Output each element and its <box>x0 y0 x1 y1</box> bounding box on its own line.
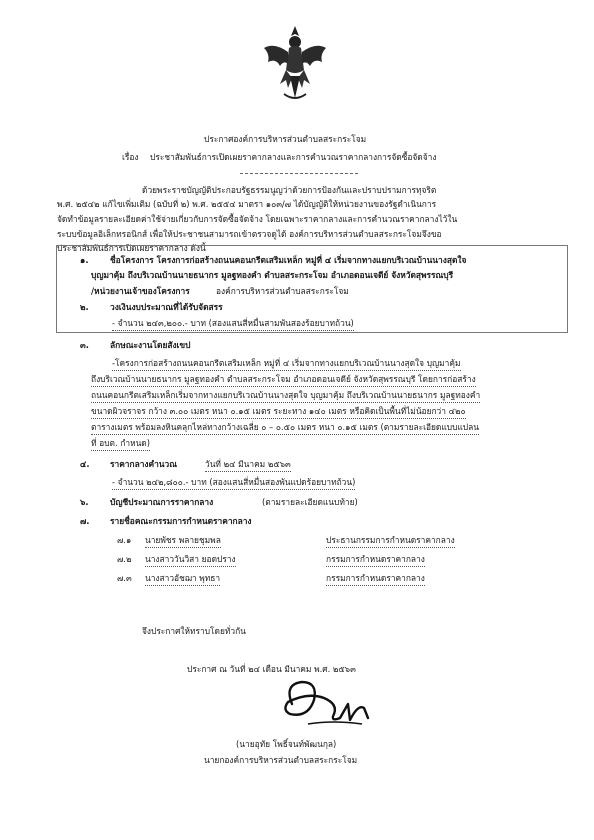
closing-text: จึงประกาศให้ทราบโดยทั่วกัน <box>142 626 246 636</box>
budget-heading: วงเงินงบประมาณที่ได้รับจัดสรร <box>110 302 223 312</box>
bill-note: (ตามรายละเอียดแนบท้าย) <box>262 497 358 507</box>
scope-line-3: ถนนคอนกรีตเสริมเหล็กเริ่มจากทางแยกบริเวณบ้านนางสุดใจ บุญมาคุ้ม ถึงบริเวณบ้านนายธนากร มูลฐทองคำ <box>91 388 480 403</box>
project-name-line-1: ชื่อโครงการ โครงการก่อสร้างถนนคอนกรีตเสริมเหล็ก หมู่ที่ ๔ เริ่มจากทางแยกบริเวณบ้านนางสุดใจ <box>110 255 467 265</box>
committee-name: นางสาววันวิสา ยอดปราง <box>145 552 236 567</box>
committee-name: นายพัชร พลายชุมพล <box>145 533 221 548</box>
scope-heading: ลักษณะงานโดยสังเขป <box>110 340 191 350</box>
committee-no: ๗.๒ <box>117 554 132 564</box>
header-subject: ประชาสัมพันธ์การเปิดเผยราคากลางและการคำนวณราคากลางการจัดซื้อจัดจ้าง <box>150 152 437 162</box>
announce-date: ประกาศ ณ วันที่ ๒๔ เดือน มีนาคม พ.ศ. ๒๕๖๓ <box>187 664 356 674</box>
intro-line-2: พ.ศ. ๒๕๔๒ แก้ไขเพิ่มเติม (ฉบับที่ ๒) พ.ศ. ๒๕๕๔ มาตรา ๑๐๓/๗ ได้บัญญัติให้หน่วยงานของรัฐดำเนินการ <box>57 199 437 209</box>
signature-mark <box>278 674 378 732</box>
committee-role: กรรมการกำหนดราคากลาง <box>326 571 425 586</box>
intro-line-5: ประชาสัมพันธ์การเปิดเผยราคากลาง ดังนี้ <box>57 243 206 253</box>
header-subject-label: เรื่อง <box>122 152 139 162</box>
committee-heading: รายชื่อคณะกรรมการกำหนดราคากลาง <box>110 516 252 526</box>
scope-line-4: ขนาดผิวจราจร กว้าง ๓.๐๐ เมตร หนา ๐.๑๕ เมตร ระยะทาง ๑๔๐ เมตร หรือคิดเป็นพื้นที่ไม่น้อยกว่า ๔๒๐ <box>91 404 466 419</box>
item-6-number: ๖. <box>80 497 89 507</box>
price-value: - จำนวน ๒๔๒,๘๐๐.- บาท (สองแสนสี่หมื่นสองพันแปดร้อยบาทถ้วน) <box>112 475 355 490</box>
intro-line-1: ด้วยพระราชบัญญัติประกอบรัฐธรรมนูญว่าด้วยการป้องกันและปราบปรามการทุจริต <box>142 185 437 195</box>
signer-name: (นายอุทัย โพธิ์จนท์พัฒนกุล) <box>236 739 337 749</box>
garuda-emblem <box>260 22 330 104</box>
scope-line-5: ตารางเมตร พร้อมลงหินคลุกไหล่ทางกว้างเฉลี่ย ๐ – ๐.๕๐ เมตร หนา ๐.๑๕ เมตร (ตามรายละเอียดแบบแปลน <box>91 420 479 435</box>
item-2-number: ๒. <box>80 302 89 312</box>
bill-heading: บัญชีประมาณการราคากลาง <box>110 497 214 507</box>
intro-line-4: ระบบข้อมูลอิเล็กทรอนิกส์ เพื่อให้ประชาชนสามารถเข้าตรวจดูได้ องค์การบริหารส่วนตำบลสระกระโจมจึงขอ <box>57 229 442 239</box>
intro-line-3: จัดทำข้อมูลรายละเอียดค่าใช้จ่ายเกี่ยวกับการจัดซื้อจัดจ้าง โดยเฉพาะราคากลางและการคำนวณราคากลางไว้ใน <box>57 214 458 224</box>
item-1-number: ๑. <box>80 255 89 265</box>
header-org: ประกาศองค์การบริหารส่วนตำบลสระกระโจม <box>204 134 367 144</box>
scope-line-6: ที่ อบต. กำหนด) <box>91 436 150 451</box>
budget-value: - จำนวน ๒๔๓,๒๐๐.- บาท (สองแสนสี่หมื่นสามพันสองร้อยบาทถ้วน) <box>112 316 354 331</box>
scope-line-1: -โครงการก่อสร้างถนนคอนกรีตเสริมเหล็ก หมู่ที่ ๔ เริ่มจากทางแยกบริเวณบ้านนางสุดใจ บุญมาคุ้ม <box>112 356 461 371</box>
committee-name: นางสาวอัชฌา พุทธา <box>145 571 220 586</box>
scope-line-2: ถึงบริเวณบ้านนายธนากร มูลฐทองคำ ตำบลสระกระโจม อำเภอดอนเจดีย์ จังหวัดสุพรรณบุรี โดยการก่อสร้าง <box>91 372 476 387</box>
item-7-number: ๗. <box>80 516 90 526</box>
price-heading: ราคากลางคำนวณ <box>110 459 178 469</box>
committee-role: กรรมการกำหนดราคากลาง <box>326 552 425 567</box>
item-3-number: ๓. <box>80 340 89 350</box>
price-date: วันที่ ๒๔ มีนาคม ๒๕๖๓ <box>205 457 291 472</box>
committee-no: ๗.๑ <box>117 535 132 545</box>
agency-label: /หน่วยงานเจ้าของโครงการ <box>91 286 190 296</box>
project-name-line-2: บุญมาคุ้ม ถึงบริเวณบ้านนายธนากร มูลฐทองคำ ตำบลสระกระโจม อำเภอดอนเจดีย์ จังหวัดสุพรรณบุรี <box>91 270 454 280</box>
separator-line <box>240 173 358 174</box>
agency-value: องค์การบริหารส่วนตำบลสระกระโจม <box>216 286 349 296</box>
signer-title: นายกองค์การบริหารส่วนตำบลสระกระโจม <box>204 755 358 765</box>
committee-role: ประธานกรรมการกำหนดราคากลาง <box>326 533 455 548</box>
item-4-number: ๔. <box>80 459 90 469</box>
committee-no: ๗.๓ <box>117 573 132 583</box>
